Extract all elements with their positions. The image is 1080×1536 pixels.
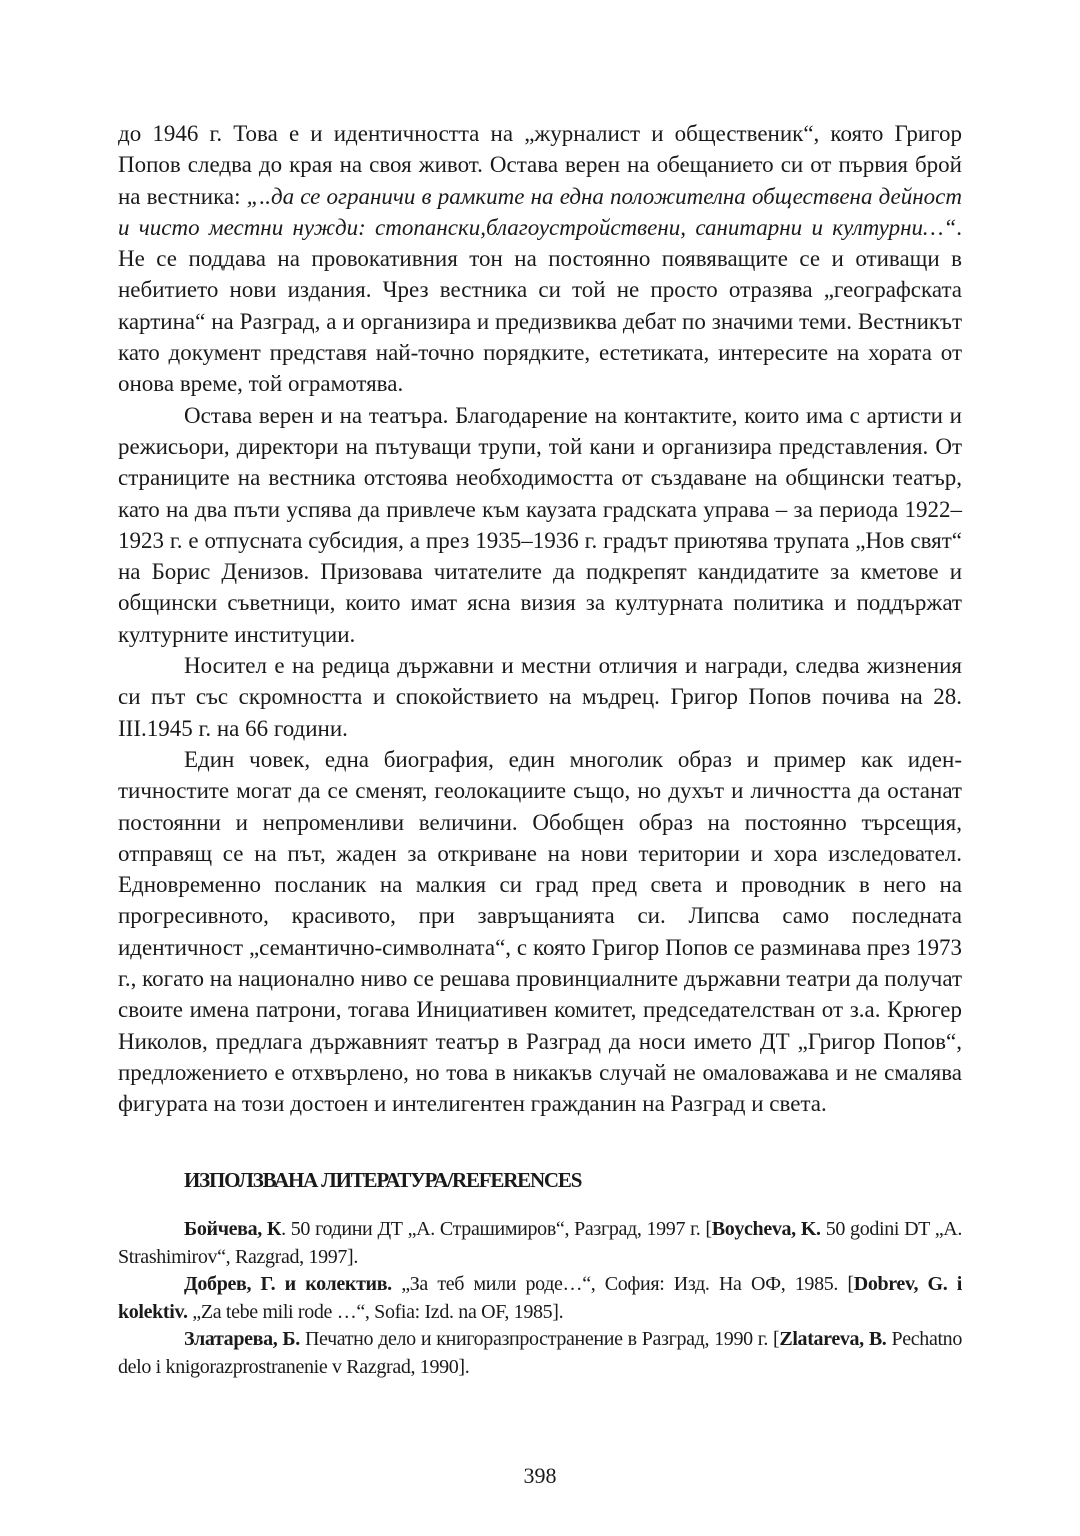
reference-item: [118, 1326, 962, 1381]
paragraph-4: Един човек, една биография, един многолик образ и пример как идентичностите могат да се сменят, геолокациите също, но духът и личността да останат постоянни и непроменливи величини. Обобщен образ на постоянно търсещия, отправящ се на път, жаден за откриване на нови територии и хора изследовател. Едновременно посланик на малкия си град пред света и проводник в него на прогресивното, красивото, при завръщанията си. Липсва само последната идентичност „семантично-символната“, с която Григор Попов се разминава през 1973 г., когато на национално ниво се решава провинциалните държавни театри да получат своите имена патрони, тогава Инициативен комитет, председателстван от з.а. Крюгер Николов, предлага държавният театър в Разград да носи името ДТ „Григор Попов“, предложението е отхвърлено, но това в никакъв случай не омаловажава и не смалява фигурата на този достоен и интелигентен гражданин на Разград и света.: [118, 746, 962, 1117]
references-heading: ИЗПОЛЗВАНА ЛИТЕРАТУРА/REFERENCES: [184, 1168, 582, 1192]
reference-author: Златарева, Б.: [184, 1328, 300, 1350]
reference-text: Печатно дело и книгоразпространение в Разград, 1990 г. [: [299, 1328, 780, 1350]
paragraph-2: Остава верен и на театъра. Благодарение на контактите, които има с артисти и режисьори, директори на пътуващи трупи, той кани и организира представления. От страниците на вестника отстоява необходимостта от създаване на общински театър, като на два пъти успява да привлече към каузата градската управа – за периода 1922–1923 г. е отпусната субсидия, а през 1935–1936 г. градът приютява трупата „Нов свят“ на Борис Денизов. Призовава читателите да подкрепят кандидатите за кметове и общински съветници, които имат ясна визия за културната политика и поддържат културните институции.: [118, 402, 962, 647]
reference-text-latin: „Za tebe mili rode …“, Sofia: Izd. na OF, 1985].: [187, 1300, 564, 1323]
reference-text: „За теб мили роде…“, София: Изд. На ОФ, 1985. [: [391, 1273, 854, 1295]
reference-author-latin: Boycheva, K.: [711, 1218, 821, 1240]
paragraph-1-text-a: до 1946 г. Това е и идентичността на „журналист и общественик“, която Григор Попов следва до края на своя живот. Остава верен на обещанието си от първия брой на вестника:: [118, 121, 962, 209]
paragraph-3: Носител е на редица държавни и местни отличия и награди, следва жизнения си път със скромността и спокойствието на мъдрец. Григор Попов почива на 28. III.1945 г. на 66 години.: [118, 653, 962, 741]
references-list: [118, 1216, 962, 1381]
reference-author-latin: Dobrev, G. i kolektiv.: [118, 1273, 962, 1323]
reference-item: [118, 1271, 962, 1326]
reference-text-latin: Pechatno delo i knigorazprostranenie v Razgrad, 1990].: [118, 1328, 962, 1378]
reference-author: Бойчева, К: [184, 1218, 282, 1240]
newspaper-quote: „..да се ограничи в рамките на една положителна обществена дейност и чисто местни нужди: стопански,благоустройствени, санитарни и културни…“: [118, 183, 962, 240]
reference-author: Добрев, Г. и колектив.: [184, 1273, 392, 1295]
paragraph-1-text-b: . Не се поддава на провокативния тон на постоянно появяващите се и отиващи в небитието нови издания. Чрез вестника си той не просто отразява „географската картина“ на Разград, а и организира и предизвиква дебат по значими теми. Вестникът като документ представя най-точно порядките, естетиката, интересите на хората от онова време, той ограмотява.: [118, 214, 962, 397]
page-number: 398: [523, 1463, 557, 1488]
reference-text-latin: 50 godini DT „A. Strashimirov“, Razgrad, 1997].: [118, 1218, 962, 1268]
reference-text: . 50 години ДТ „А. Страшимиров“, Разград, 1997 г. [: [281, 1218, 712, 1240]
article-body: [118, 118, 962, 1120]
paragraph-1: [118, 118, 962, 400]
reference-author-latin: Zlatareva, B.: [779, 1328, 887, 1350]
reference-item: [118, 1216, 962, 1271]
